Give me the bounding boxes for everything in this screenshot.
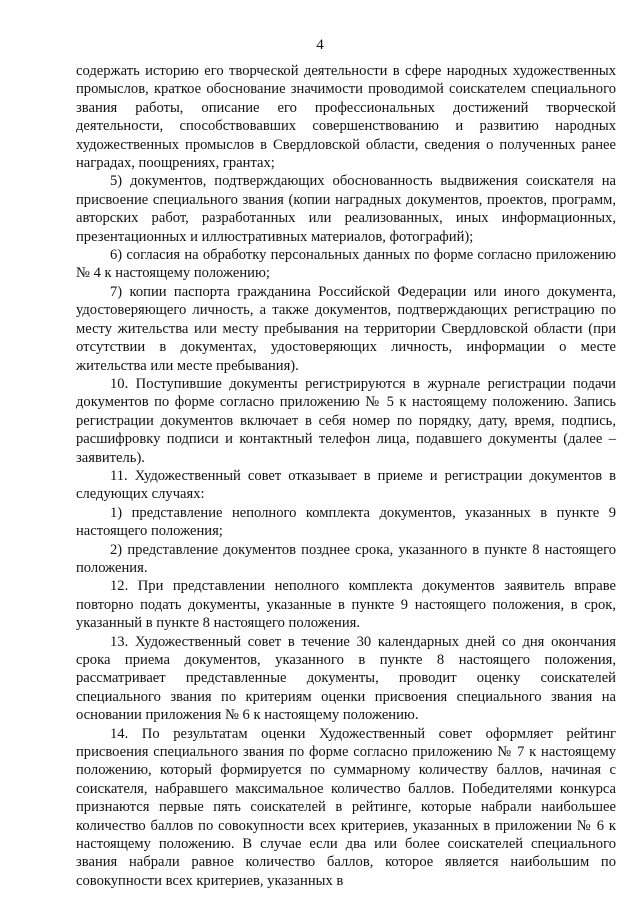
paragraph-clause-14: 14. По результатам оценки Художественный совет оформляет рейтинг присвоения специального звания по форме согласно приложению № 7 к настоящему положению, который формируется по суммарному количеству баллов, начиная с соискателя, набравшего максимальное количество баллов. Победителями конкурса признаются первые пять соискателей в рейтинге, которые набрали наибольшее количество баллов по совокупности всех критериев, указанных в приложении № 6 к настоящему положению. В случае если два или более соискателей специального звания набрали равное количество баллов, которое является наибольшим по совокупности всех критериев, указанных в: [76, 725, 616, 889]
paragraph-item-7-passport: 7) копии паспорта гражданина Российской Федерации или иного документа, удостоверяющего личность, а также документов, подтверждающих регистрацию по месту жительства или месту пребывания на территории Свердловской области (при отсутствии в документах, удостоверяющих личность, информации о месте жительства или месте пребывания).: [76, 283, 616, 374]
paragraph-clause-10: 10. Поступившие документы регистрируются в журнале регистрации подачи документов по форме согласно приложению № 5 к настоящему положению. Запись регистрации документов включает в себя номер по порядку, дату, время, подпись, расшифровку подписи и контактный телефон лица, подавшего документы (далее – заявитель).: [76, 375, 616, 466]
paragraph-clause-12: 12. При представлении неполного комплекта документов заявитель вправе повторно подать документы, указанные в пункте 9 настоящего положения, в срок, указанный в пункте 8 настоящего положения.: [76, 578, 616, 632]
paragraph-clause-11-item-1: 1) представление неполного комплекта документов, указанных в пункте 9 настоящего положения;: [76, 504, 616, 540]
paragraph-clause-11: 11. Художественный совет отказывает в приеме и регистрации документов в следующих случаях:: [76, 467, 616, 503]
paragraph-clause-13: 13. Художественный совет в течение 30 календарных дней со дня окончания срока приема документов, указанного в пункте 8 настоящего положения, рассматривает представленные документы, проводит оценку соискателей специального звания по критериям оценки присвоения специального звания на основании приложения № 6 к настоящему положению.: [76, 633, 616, 724]
paragraph-item-5-documents: 5) документов, подтверждающих обоснованность выдвижения соискателя на присвоение специального звания (копии наградных документов, проектов, программ, авторских работ, разработанных или реализованных, иных информационных, презентационных и иллюстративных материалов, фотографий);: [76, 173, 616, 245]
document-body: [76, 62, 616, 890]
paragraph-item-6-consent: 6) согласия на обработку персональных данных по форме согласно приложению № 4 к настоящему положению;: [76, 247, 616, 282]
paragraph-continuation: содержать историю его творческой деятельности в сфере народных художественных промыслов, краткое обоснование значимости проводимой соискателем специального звания работы, описание его профессиональных достижений творческой деятельности, способствовавших совершенствованию и развитию народных художественных промыслов в Свердловской области, сведения о полученных ранее наградах, поощрениях, грантах;: [76, 63, 616, 172]
paragraph-clause-11-item-2: 2) представление документов позднее срока, указанного в пункте 8 настоящего положения.: [76, 541, 616, 576]
page-number: 4: [316, 37, 324, 53]
